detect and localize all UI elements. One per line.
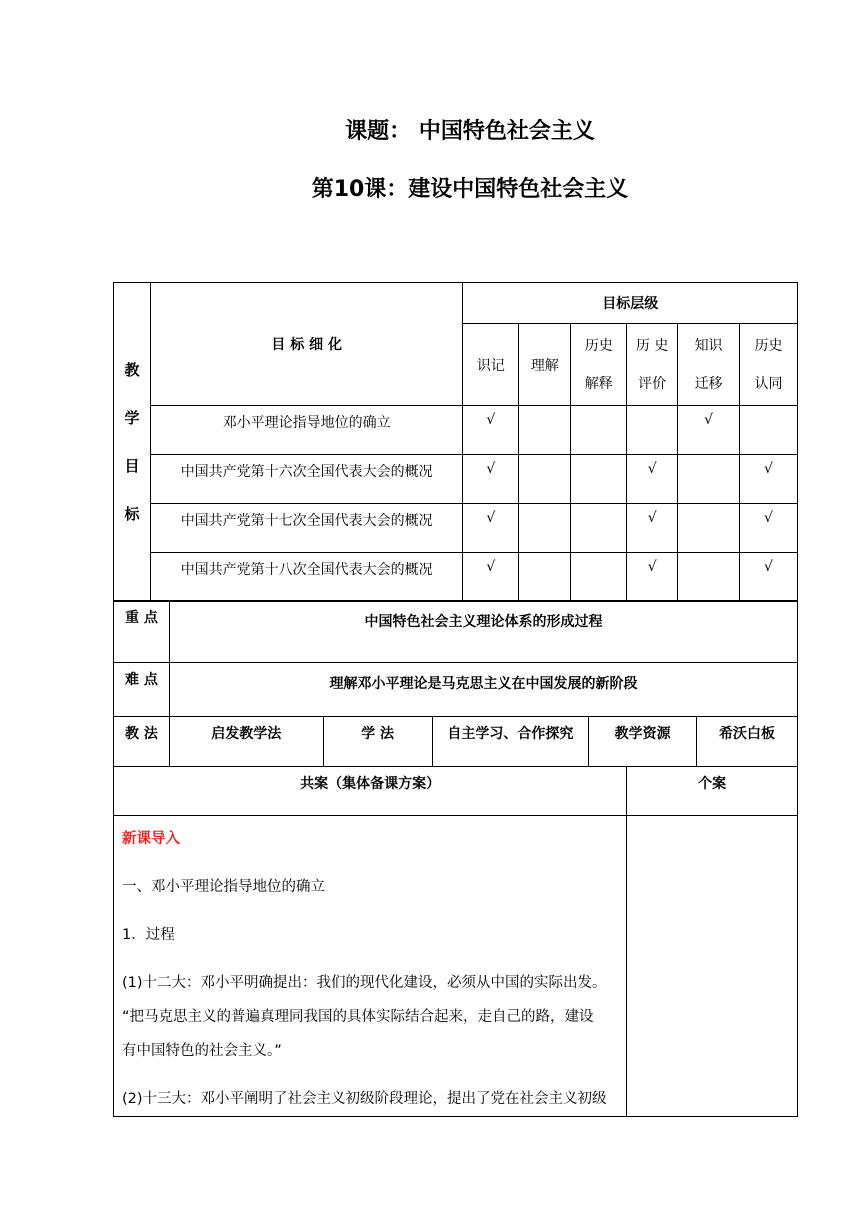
level-header: 目标层级 (463, 283, 798, 324)
lesson-title: 第10课：建设中国特色社会主义 (311, 177, 629, 202)
mark-cell (519, 455, 571, 504)
difficulty-value: 理解邓小平理论是马克思主义在中国发展的新阶段 (169, 663, 797, 717)
teach-method-value: 启发教学法 (169, 717, 323, 767)
mark-cell (571, 455, 627, 504)
plan-table (113, 766, 798, 1117)
individual-plan-content (627, 816, 798, 1117)
level-recall: 识记 (463, 324, 519, 406)
objective-item: 中国共产党第十六次全国代表大会的概况 (150, 455, 462, 504)
mark-cell (678, 553, 740, 602)
mark-cell (519, 504, 571, 553)
key-point-label: 重 点 (114, 601, 170, 663)
table-row (114, 455, 798, 504)
paragraph-line: 有中国特色的社会主义。” (122, 1043, 282, 1059)
mark-cell: √ (463, 504, 519, 553)
mark-cell (519, 553, 571, 602)
objectives-side-label: 教 学 目 标 (114, 283, 151, 602)
learn-method-label: 学 法 (323, 717, 432, 767)
table-row (114, 553, 798, 602)
key-point-value: 中国特色社会主义理论体系的形成过程 (169, 601, 797, 663)
paragraph-line: “把马克思主义的普遍真理同我国的具体实际结合起来，走自己的路，建设 (122, 1009, 594, 1025)
table-row (114, 406, 798, 455)
level-evaluate: 历 史 评价 (627, 324, 678, 406)
resource-value: 希沃白板 (697, 717, 798, 767)
mark-cell: √ (740, 504, 798, 553)
mark-cell: √ (678, 406, 740, 455)
mark-cell (678, 504, 740, 553)
mark-cell: √ (463, 455, 519, 504)
mark-cell (740, 406, 798, 455)
lesson-topic: 课题： 中国特色社会主义 (345, 119, 595, 144)
learn-method-value: 自主学习、合作探究 (432, 717, 589, 767)
level-identify: 历史 认同 (740, 324, 798, 406)
mark-cell (627, 406, 678, 455)
level-understand: 理解 (519, 324, 571, 406)
section-heading: 新课导入 (122, 831, 180, 847)
shared-plan-content (114, 816, 627, 1117)
mark-cell (571, 553, 627, 602)
objective-item: 中国共产党第十七次全国代表大会的概况 (150, 504, 462, 553)
mark-cell (519, 406, 571, 455)
mark-cell: √ (627, 455, 678, 504)
mark-cell: √ (463, 553, 519, 602)
resource-label: 教学资源 (589, 717, 697, 767)
mark-cell: √ (740, 455, 798, 504)
mark-cell (571, 406, 627, 455)
focus-table (113, 600, 798, 767)
level-explain: 历史 解释 (571, 324, 627, 406)
paragraph-line: (2)十三大：邓小平阐明了社会主义初级阶段理论，提出了党在社会主义初级 (122, 1091, 607, 1107)
mark-cell: √ (463, 406, 519, 455)
section-title: 一、邓小平理论指导地位的确立 (122, 879, 325, 895)
objective-item: 邓小平理论指导地位的确立 (150, 406, 462, 455)
objective-item: 中国共产党第十八次全国代表大会的概况 (150, 553, 462, 602)
detail-header: 目 标 细 化 (150, 283, 462, 406)
difficulty-label: 难 点 (114, 663, 170, 717)
objectives-table (113, 282, 798, 602)
individual-plan-header: 个案 (627, 767, 798, 816)
table-row (114, 504, 798, 553)
mark-cell (678, 455, 740, 504)
level-transfer: 知识 迁移 (678, 324, 740, 406)
mark-cell: √ (627, 553, 678, 602)
teach-method-label: 教 法 (114, 717, 170, 767)
mark-cell: √ (740, 553, 798, 602)
mark-cell: √ (627, 504, 678, 553)
paragraph-line: (1)十二大：邓小平明确提出：我们的现代化建设，必须从中国的实际出发。 (122, 975, 607, 991)
shared-plan-header: 共案（集体备课方案） (114, 767, 627, 816)
point-title: 1．过程 (122, 927, 175, 943)
mark-cell (571, 504, 627, 553)
